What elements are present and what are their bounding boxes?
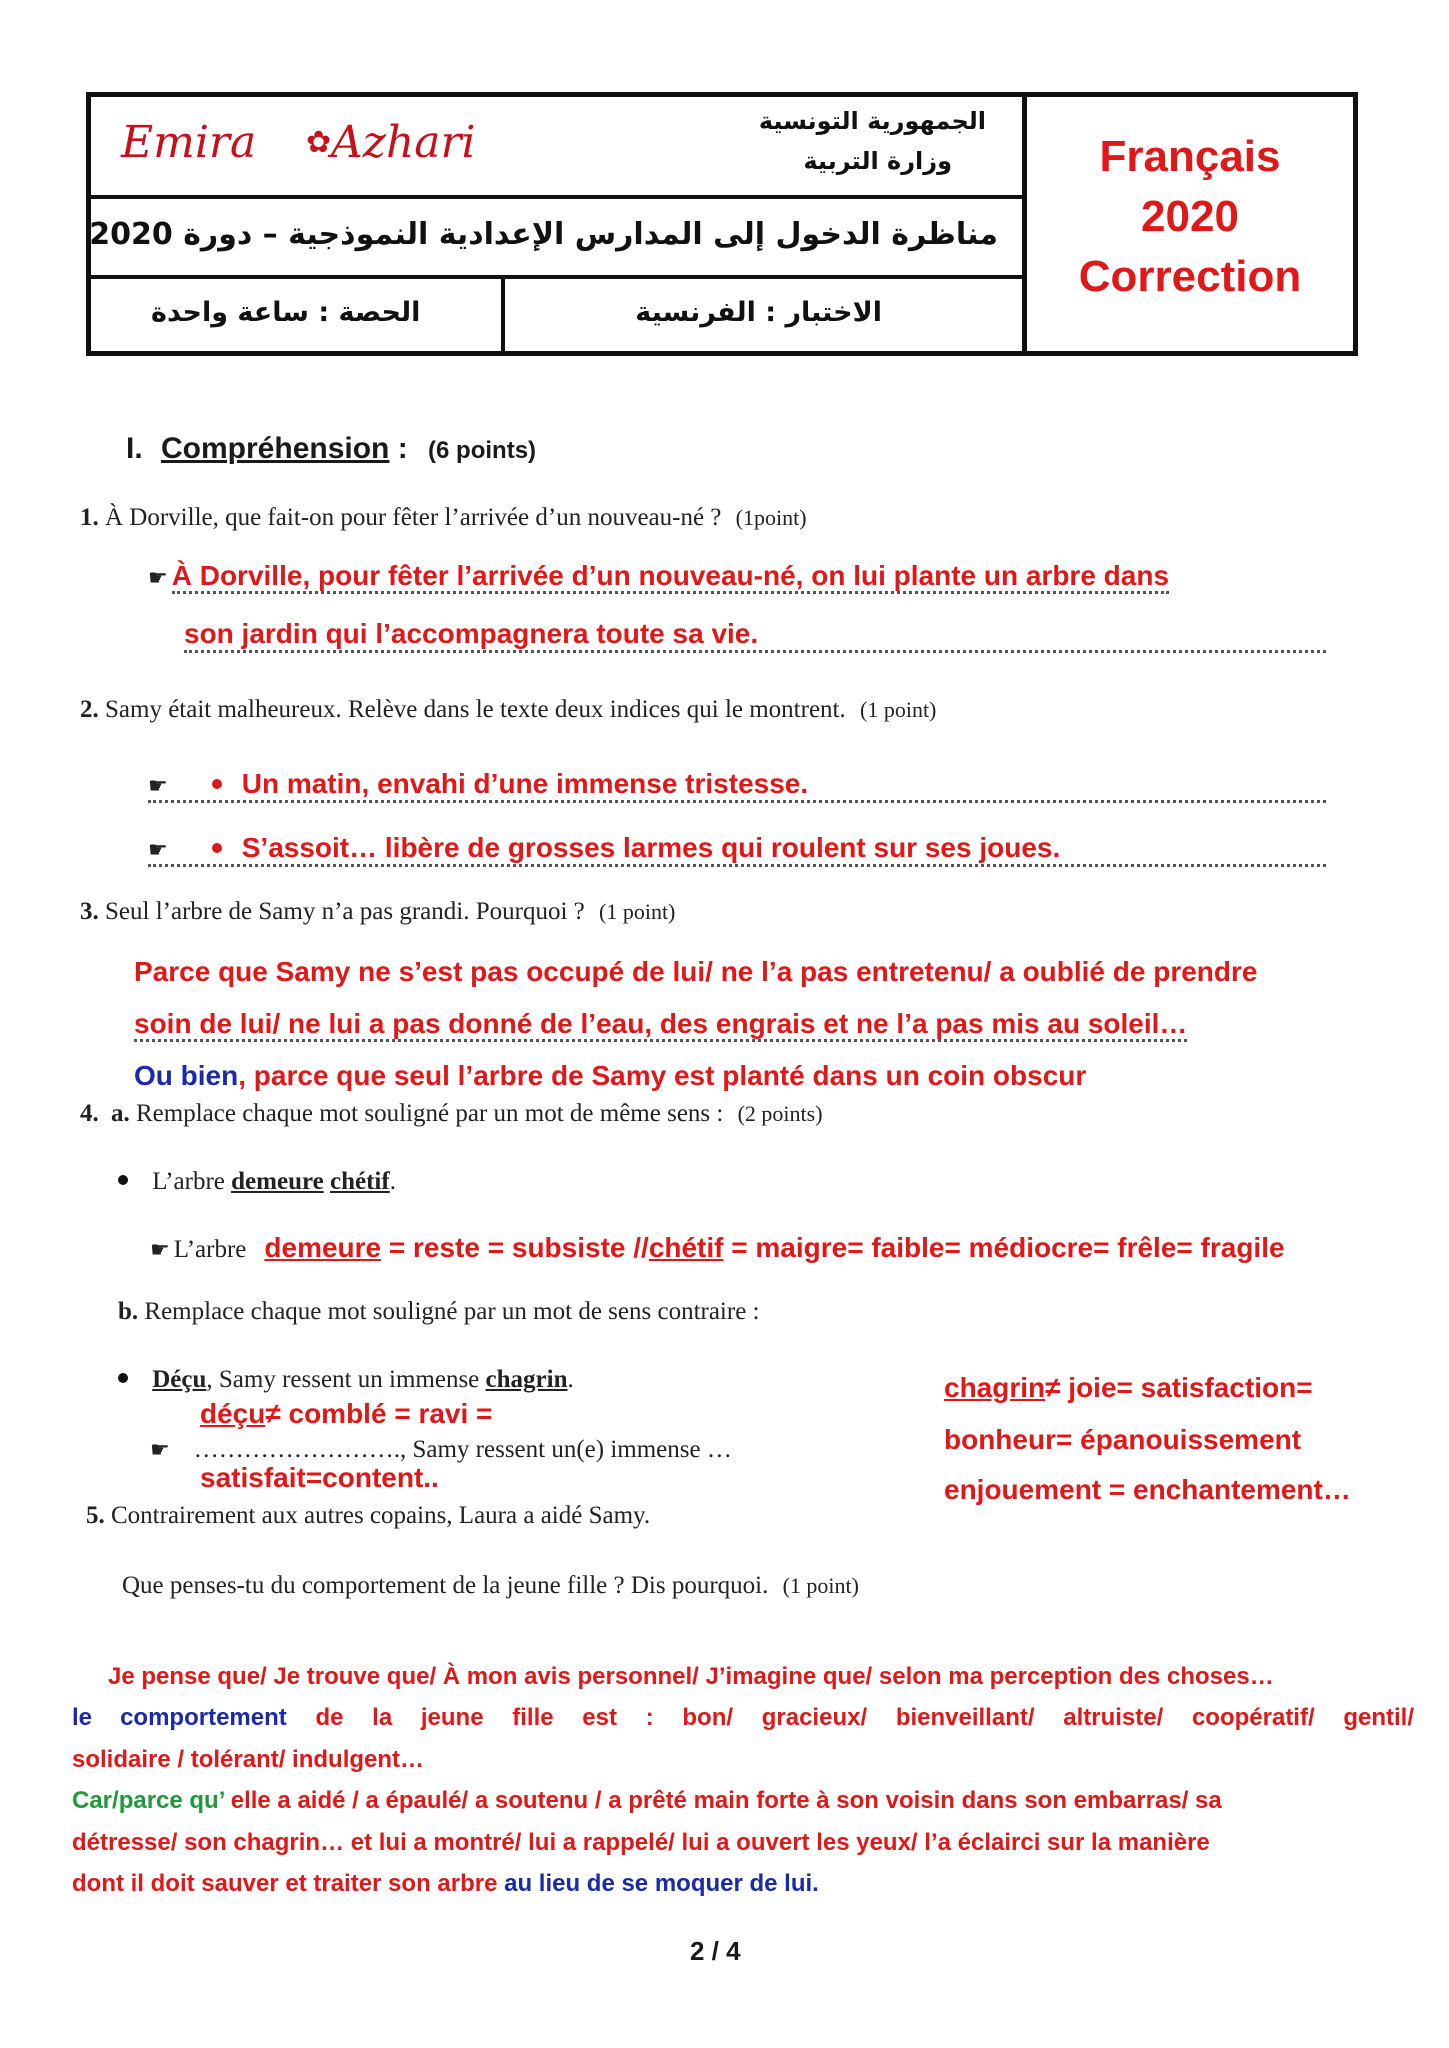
q1-answer-1: À Dorville, pour fêter l’arrivée d’un nouveau-né, on lui plante un arbre dans (172, 560, 1169, 594)
q4b-answer-word-1: déçu (200, 1398, 266, 1429)
pointing-hand-icon: ☛ (148, 837, 168, 862)
q4b-sentence-end: . (567, 1366, 574, 1393)
question-3 (80, 898, 675, 926)
q3-alt-text: , parce que seul l’arbre de Samy est planté dans un coin obscur (238, 1060, 1087, 1091)
q4a-sentence-start: L’arbre (152, 1168, 232, 1195)
q5-statement: Contrairement aux autres copains, Laura a aidé Samy. (111, 1502, 651, 1529)
q4a-points: (2 points) (737, 1101, 823, 1126)
q1-answer-line-1 (148, 560, 1169, 592)
q4b-answer-1-synonyms: ≠ comblé = ravi = (265, 1398, 493, 1429)
exam-header-left (91, 97, 1027, 351)
page-number: 2 / 4 (690, 1936, 741, 1966)
q4-number: 4. (80, 1100, 99, 1127)
pointing-hand-icon: ☛ (150, 1237, 170, 1262)
pointing-hand-icon: ☛ (148, 565, 168, 590)
q4b-answer-1-line-1 (200, 1398, 492, 1430)
q1-answer-line-2 (184, 618, 1326, 653)
correction-label: Correction (1078, 252, 1302, 301)
q4b-answer-template (150, 1436, 732, 1464)
exam-title: مناظرة الدخول إلى المدارس الإعدادية النموذجية – دورة 2020 (89, 217, 998, 252)
q4b-answer-2-line-2 (944, 1424, 1301, 1456)
q4a-sentence (118, 1168, 396, 1196)
q4b-sentence-mid: , Samy ressent un immense (206, 1366, 486, 1393)
section-points: (6 points) (428, 437, 537, 464)
q4a-underlined-word-2: chétif (329, 1168, 390, 1195)
q4b-answer-2-line-3 (944, 1474, 1351, 1506)
pointing-hand-icon: ☛ (148, 773, 168, 798)
section-title: Compréhension (161, 432, 390, 465)
q2-answer-line-1 (148, 768, 1326, 803)
bullet-icon (212, 843, 222, 853)
q2-answer-2: S’assoit… libère de grosses larmes qui roulent sur ses joues. (241, 832, 1061, 863)
q5-answer-end: dont il doit sauver et traiter son arbre (72, 1870, 505, 1897)
q3-answer-line-2 (134, 1008, 1187, 1040)
q5-answer-line-1: Je pense que/ Je trouve que/ À mon avis personnel/ J’imagine que/ selon ma perception des choses… (108, 1663, 1274, 1690)
q5-answer-line-5: détresse/ son chagrin… et lui a montré/ lui a rappelé/ lui a ouvert les yeux/ l’a éclairci sur la manière (72, 1829, 1210, 1856)
q3-alternative (134, 1060, 1086, 1092)
q5-answer-line-3: solidaire / tolérant/ indulgent… (72, 1746, 425, 1773)
q5-answer-le: le (72, 1704, 93, 1731)
republic-label: الجمهورية التونسية (758, 107, 986, 135)
flower-icon: ✿ (306, 126, 332, 159)
signature-first: Emira (121, 117, 257, 168)
q1-number: 1. (80, 504, 99, 531)
q2-points: (1 point) (860, 697, 937, 722)
q2-answer-1: Un matin, envahi d’une immense tristesse. (241, 768, 809, 799)
section-colon: : (389, 432, 408, 465)
q4b-answer-2-line-1 (944, 1372, 1313, 1404)
bullet-icon (118, 1175, 128, 1185)
q2-answer-line-2 (148, 832, 1326, 867)
q4a-answer-word-2: chétif (648, 1232, 724, 1263)
q2-text: Samy était malheureux. Relève dans le texte deux indices qui le montrent. (105, 696, 846, 723)
q5-answer-line-2 (72, 1697, 1414, 1739)
exam-header (86, 92, 1358, 356)
q5-answer (72, 1656, 1414, 1905)
q4a-sentence-end: . (389, 1168, 396, 1195)
section-numeral: I. (126, 432, 143, 465)
test-label: الاختبار : الفرنسية (635, 297, 882, 328)
question-4b (118, 1298, 760, 1326)
q4a-underlined-word-1: demeure (231, 1168, 324, 1195)
header-row-details (91, 279, 1022, 351)
q5-answer-line-6 (72, 1863, 1414, 1905)
q4a-instruction: Remplace chaque mot souligné par un mot de même sens : (136, 1100, 724, 1127)
subject-year: 2020 (1141, 192, 1239, 241)
q3-answer-1: Parce que Samy ne s’est pas occupé de lui/ ne l’a pas entretenu/ a oublié de prendre (134, 956, 1258, 987)
question-1 (80, 504, 807, 532)
q5-number: 5. (86, 1502, 105, 1529)
q5-points: (1 point) (782, 1573, 859, 1598)
q1-answer-2: son jardin qui l’accompagnera toute sa vie. (184, 618, 759, 649)
duration-label: الحصة : ساعة واحدة (151, 297, 421, 328)
q4a-answer-synonyms-2: = maigre= faible= médiocre= frêle= fragile (723, 1232, 1285, 1263)
question-4a (80, 1100, 823, 1128)
q4a-answer-prefix: L’arbre (173, 1236, 247, 1263)
pointing-hand-icon: ☛ (150, 1437, 170, 1462)
section-heading (126, 432, 536, 466)
q4b-instruction: Remplace chaque mot souligné par un mot de sens contraire : (144, 1298, 760, 1325)
q4b-underlined-word-1: Déçu (152, 1366, 207, 1393)
q3-text: Seul l’arbre de Samy n’a pas grandi. Pourquoi ? (105, 898, 585, 925)
question-5-statement (86, 1502, 650, 1530)
q4b-answer-2-synonyms: ≠ joie= satisfaction= (1045, 1372, 1313, 1403)
q4b-answer-2-end: enjouement = enchantement… (944, 1474, 1351, 1505)
q1-text: À Dorville, que fait-on pour fêter l’arrivée d’un nouveau-né ? (105, 504, 722, 531)
header-row-title (91, 199, 1022, 279)
q5-answer-conclusion: au lieu de se moquer de lui. (504, 1870, 819, 1897)
q4a-letter: a. (111, 1100, 130, 1127)
q4b-underlined-word-2: chagrin (485, 1366, 568, 1393)
q5-answer-qualities: de la jeune fille est : bon/ gracieux/ bienveillant/ altruiste/ coopératif/ gentil/ (286, 1704, 1415, 1731)
q3-alt-prefix: Ou bien (134, 1060, 239, 1091)
q5-answer-comportement: comportement (120, 1704, 287, 1731)
bullet-icon (118, 1373, 128, 1383)
q4b-answer-2-continued: bonheur= épanouissement (944, 1424, 1302, 1455)
question-2 (80, 696, 936, 724)
q1-points: (1point) (735, 505, 807, 530)
q3-number: 3. (80, 898, 99, 925)
subject-title: Français (1099, 132, 1281, 181)
q4a-answer-synonyms-1: = reste = subsiste // (381, 1232, 649, 1263)
q4b-answer-1-line-2 (200, 1462, 439, 1494)
q3-points: (1 point) (599, 899, 676, 924)
q4b-sentence (118, 1366, 574, 1394)
q4b-answer-1-continued: satisfait=content.. (200, 1462, 439, 1493)
question-5 (122, 1572, 859, 1600)
q2-number: 2. (80, 696, 99, 723)
q4b-template-text: ……………………., Samy ressent un(e) immense … (193, 1436, 732, 1463)
q5-question: Que penses-tu du comportement de la jeune fille ? Dis pourquoi. (122, 1572, 769, 1599)
q4b-letter: b. (118, 1298, 139, 1325)
q5-answer-because: Car/parce qu’ (72, 1787, 225, 1814)
header-row-top (91, 97, 1022, 199)
signature-last: Azhari (331, 117, 476, 168)
q4b-answer-word-2: chagrin (944, 1372, 1046, 1403)
q3-answer-2: soin de lui/ ne lui a pas donné de l’eau, des engrais et ne l’a pas mis au soleil… (134, 1008, 1187, 1042)
subject-box (1027, 97, 1353, 351)
q4a-answer (150, 1232, 1285, 1264)
header-divider (501, 279, 505, 351)
ministry-label: وزارة التربية (803, 147, 952, 175)
q5-answer-line-4 (72, 1780, 1414, 1822)
q3-answer-line-1 (134, 956, 1258, 988)
q5-answer-reason: elle a aidé / a épaulé/ a soutenu / a prêté main forte à son voisin dans son embarras/ sa (224, 1787, 1222, 1814)
bullet-icon (212, 779, 222, 789)
q4a-answer-word-1: demeure (264, 1232, 382, 1263)
